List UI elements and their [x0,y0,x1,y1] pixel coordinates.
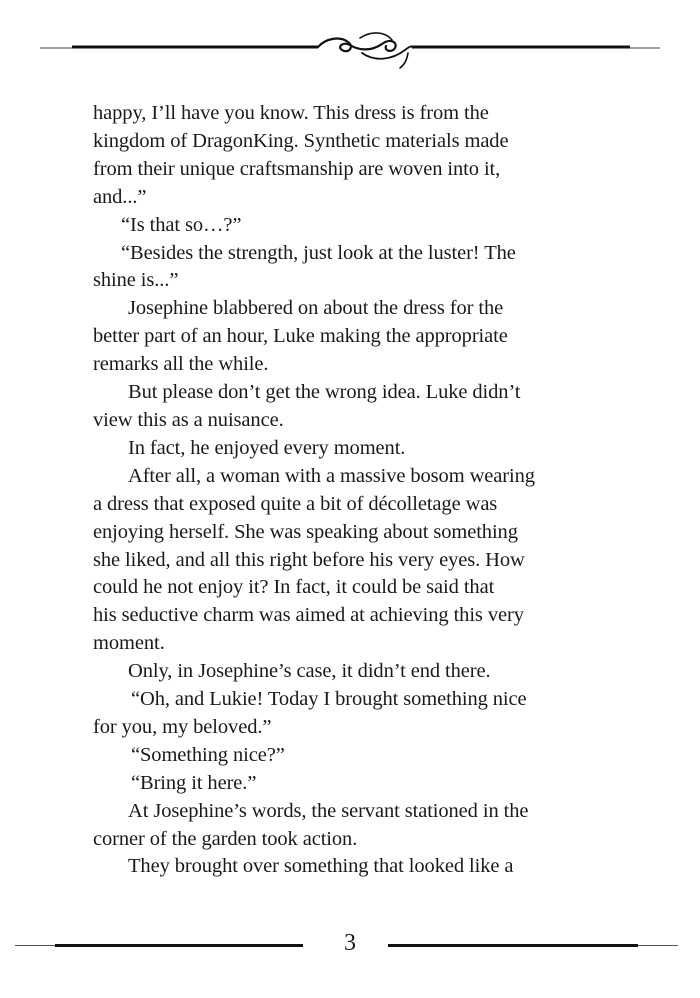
text-line: his seductive charm was aimed at achieving this very [93,604,524,627]
text-line: Only, in Josephine’s case, it didn’t end there. [128,660,491,683]
paragraph [93,240,613,296]
text-line: But please don’t get the wrong idea. Luke didn’t [128,381,521,404]
text-line: After all, a woman with a massive bosom wearing [128,464,535,487]
paragraph [93,463,613,658]
text-line: view this as a nuisance. [93,408,284,431]
text-line: corner of the garden took action. [93,827,358,850]
text-line: a dress that exposed quite a bit of décolletage was [93,492,498,515]
paragraph [93,435,613,463]
paragraph [93,295,613,379]
header-ornament [0,22,700,72]
paragraph [93,798,613,854]
text-line: for you, my beloved.” [93,715,272,738]
text-line: “Is that so…?” [121,213,242,236]
text-line: “Besides the strength, just look at the luster! The [121,241,516,264]
paragraph [93,770,613,798]
page-footer [0,928,700,968]
paragraph [93,100,613,212]
text-line: “Oh, and Lukie! Today I brought something nice [131,688,527,711]
page-number: 3 [344,930,356,956]
text-line: kingdom of DragonKing. Synthetic materials made [93,129,509,152]
paragraph [93,742,613,770]
footer-rule-left [55,944,303,947]
text-line: happy, I’ll have you know. This dress is from the [93,102,489,124]
text-line: shine is...” [93,269,179,292]
body-text [93,100,613,881]
text-line: from their unique craftsmanship are woven into it, [93,157,501,180]
paragraph [93,379,613,435]
text-line: They brought over something that looked like a [128,855,514,878]
text-line: better part of an hour, Luke making the appropriate [93,325,508,348]
paragraph [93,212,613,240]
text-line: At Josephine’s words, the servant stationed in the [128,799,529,822]
footer-rule-right [388,944,638,947]
text-line: could he not enjoy it? In fact, it could be said that [93,576,495,599]
text-line: “Something nice?” [131,743,285,766]
paragraph [93,658,613,686]
text-line: In fact, he enjoyed every moment. [128,436,406,459]
paragraph [93,686,613,742]
text-line: she liked, and all this right before his very eyes. How [93,548,525,571]
text-line: enjoying herself. She was speaking about something [93,520,518,543]
text-line: “Bring it here.” [131,771,257,794]
text-line: and...” [93,185,147,208]
text-line: remarks all the while. [93,353,269,376]
text-line: Josephine blabbered on about the dress for the [128,297,504,320]
text-line: moment. [93,632,165,655]
paragraph [93,853,613,881]
